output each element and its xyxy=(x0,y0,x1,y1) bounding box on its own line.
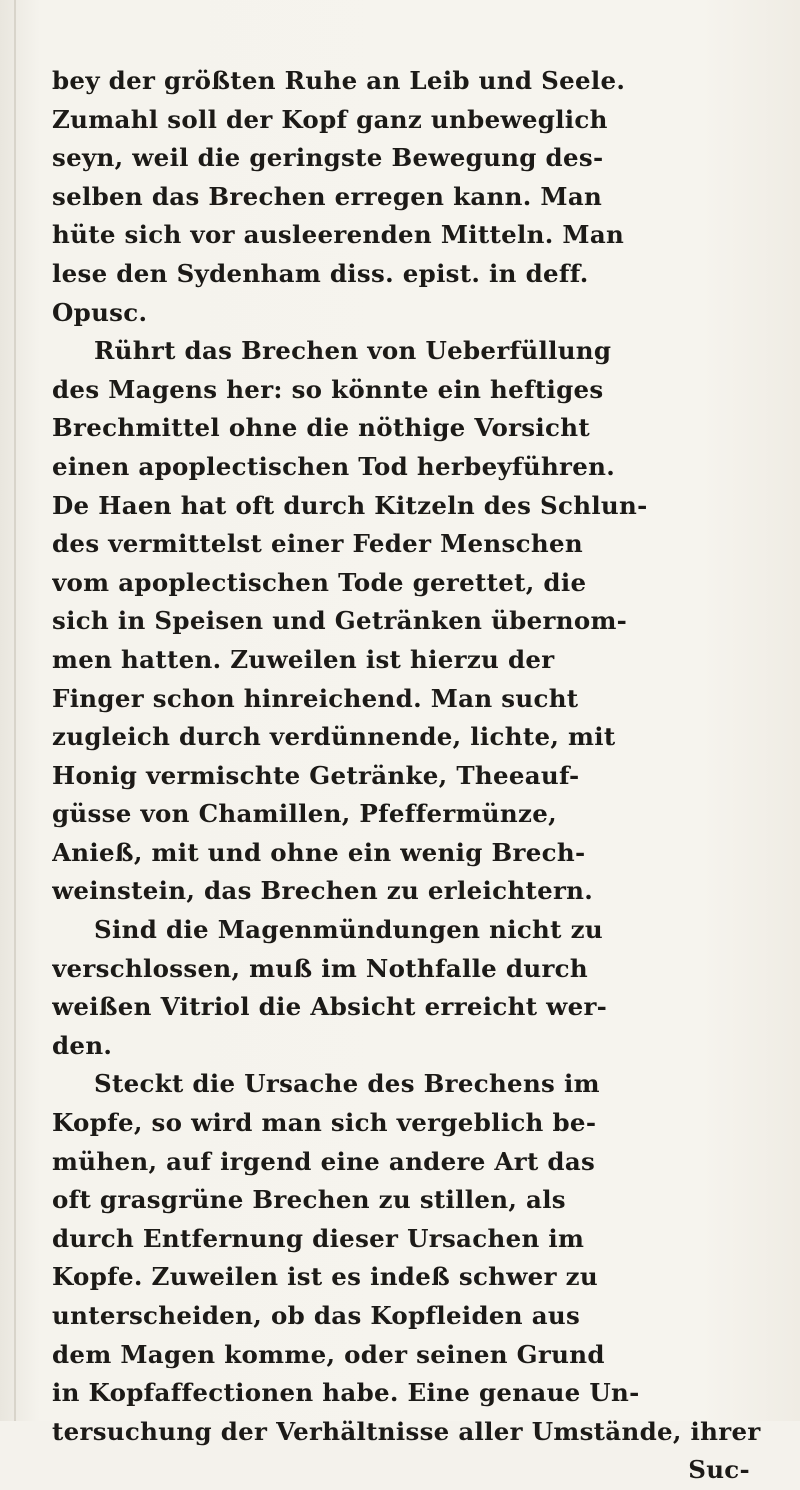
text-line: weißen Vitriol die Absicht erreicht wer- xyxy=(52,992,608,1022)
text-line: vom apoplectischen Tode gerettet, die xyxy=(52,567,587,597)
text-line: einen apoplectischen Tod herbeyführen. xyxy=(52,451,616,481)
text-line: des vermittelst einer Feder Menschen xyxy=(52,529,583,559)
text-line: durch Entfernung dieser Ursachen im xyxy=(52,1223,585,1253)
text-line: Opusc. xyxy=(52,297,148,327)
catchword: Suc- xyxy=(688,1455,750,1485)
text-line: selben das Brechen erregen kann. Man xyxy=(52,181,603,211)
binding-gutter xyxy=(14,0,16,1421)
text-line: verschlossen, muß im Nothfalle durch xyxy=(52,953,588,983)
text-line: Kopfe. Zuweilen ist es indeß schwer zu xyxy=(52,1262,598,1292)
text-line: seyn, weil die geringste Bewegung des- xyxy=(52,143,604,173)
text-line: sich in Speisen und Getränken übernom- xyxy=(52,606,628,636)
text-line: men hatten. Zuweilen ist hierzu der xyxy=(52,644,555,674)
paragraph-start-line: Steckt die Ursache des Brechens im xyxy=(94,1069,600,1099)
text-line: Brechmittel ohne die nöthige Vorsicht xyxy=(52,413,590,443)
text-line: Zumahl soll der Kopf ganz unbeweglich xyxy=(52,104,608,134)
text-line: oft grasgrüne Brechen zu stillen, als xyxy=(52,1185,566,1215)
text-line: Finger schon hinreichend. Man sucht xyxy=(52,683,579,713)
text-line: dem Magen komme, oder seinen Grund xyxy=(52,1339,605,1369)
text-line: hüte sich vor ausleerenden Mitteln. Man xyxy=(52,220,625,250)
paragraph-start-line: Rührt das Brechen von Ueberfüllung xyxy=(94,336,612,366)
text-line: unterscheiden, ob das Kopfleiden aus xyxy=(52,1301,581,1330)
text-line: De Haen hat oft durch Kitzeln des Schlun- xyxy=(52,490,648,520)
text-line: den. xyxy=(52,1030,113,1060)
text-line: güsse von Chamillen, Pfeffermünze, xyxy=(52,799,557,829)
text-line: Honig vermischte Getränke, Theeauf- xyxy=(52,760,580,790)
paragraph-start-line: Sind die Magenmündungen nicht zu xyxy=(94,915,603,945)
body-text xyxy=(52,62,772,1490)
text-line: tersuchung der Verhältnisse aller Umstände, ihrer xyxy=(52,1416,761,1446)
text-line: in Kopfaffectionen habe. Eine genaue Un- xyxy=(52,1378,640,1408)
text-line: bey der größten Ruhe an Leib und Seele. xyxy=(52,66,626,95)
text-line: mühen, auf irgend eine andere Art das xyxy=(52,1146,596,1176)
text-line: weinstein, das Brechen zu erleichtern. xyxy=(52,876,594,906)
text-line: lese den Sydenham diss. epist. in deff. xyxy=(52,258,589,288)
text-line: des Magens her: so könnte ein heftiges xyxy=(52,374,604,404)
text-line: Anieß, mit und ohne ein wenig Brech- xyxy=(52,837,586,867)
text-line: zugleich durch verdünnende, lichte, mit xyxy=(52,722,616,752)
text-line: Kopfe, so wird man sich vergeblich be- xyxy=(52,1108,597,1138)
